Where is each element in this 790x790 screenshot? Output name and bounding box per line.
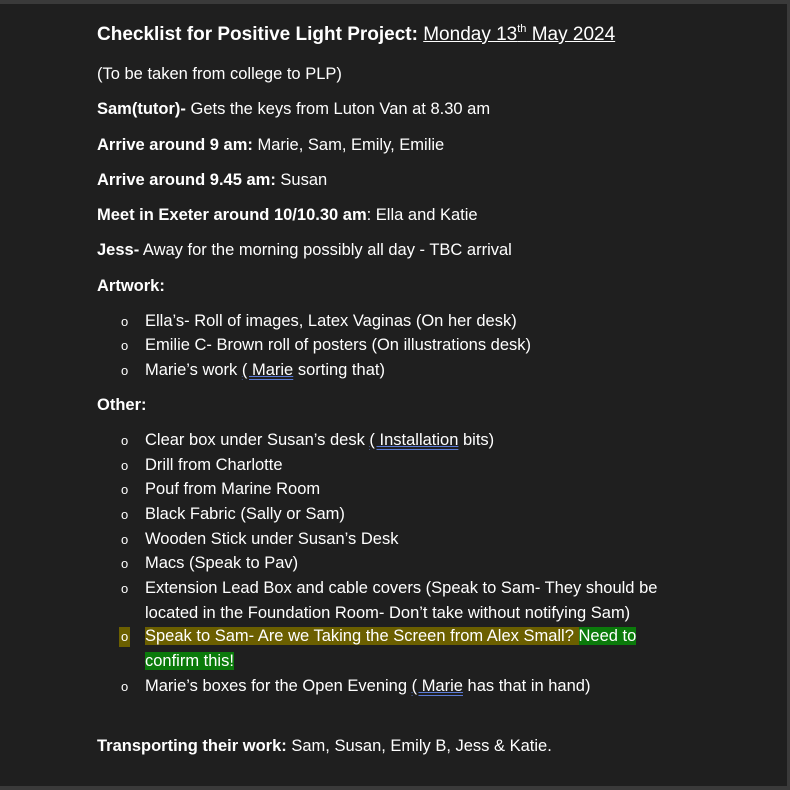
- item-text-part: sorting that): [293, 361, 385, 379]
- line-label: Meet in Exeter around 10/10.30 am: [97, 206, 367, 224]
- bullet-icon: o: [121, 314, 129, 329]
- highlight-yellow-text: Speak to Sam- Are we Taking the Screen from Alex Small?: [145, 627, 579, 645]
- line-label: Arrive around 9.45 am:: [97, 171, 276, 189]
- text-line: [97, 170, 327, 190]
- spellcheck-flag[interactable]: ( Installation: [369, 431, 459, 449]
- list-item-text: [145, 360, 385, 380]
- bullet-icon: o: [121, 581, 129, 596]
- line-text: Marie, Sam, Emily, Emilie: [252, 136, 445, 154]
- list-item-text: Pouf from Marine Room: [145, 480, 321, 498]
- title-label: Checklist for Positive Light Project:: [97, 24, 418, 45]
- text-line: [97, 99, 490, 119]
- bullet-icon: o: [121, 363, 129, 378]
- list-item-text: Drill from Charlotte: [145, 456, 283, 474]
- bullet-icon: o: [121, 338, 129, 353]
- page-border-bottom: [0, 786, 790, 790]
- list-item-text: Black Fabric (Sally or Sam): [145, 505, 345, 523]
- bullet-icon: o: [121, 679, 129, 694]
- title-date-suffix: th: [517, 23, 527, 35]
- item-text-part: Clear box under Susan’s desk: [145, 431, 370, 449]
- line-text: Susan: [275, 171, 328, 189]
- line-text: : Ella and Katie: [366, 206, 478, 224]
- line-label: Transporting their work:: [97, 737, 287, 755]
- bullet-icon: o: [121, 532, 129, 547]
- list-item-text: [145, 676, 590, 696]
- text-line: [97, 135, 444, 155]
- page-title: [97, 25, 615, 45]
- list-item-text-continued: located in the Foundation Room- Don’t take without notifying Sam): [145, 604, 631, 622]
- bullet-icon: o: [121, 433, 129, 448]
- item-text-part: has that in hand): [462, 677, 591, 695]
- item-text-part: Marie’s boxes for the Open Evening: [145, 677, 412, 695]
- list-item-text: Wooden Stick under Susan’s Desk: [145, 530, 399, 548]
- title-date-day: Monday 13: [423, 24, 518, 45]
- bullet-icon: o: [121, 507, 129, 522]
- section-heading-artwork: Artwork:: [97, 277, 165, 295]
- item-text-part: bits): [458, 431, 495, 449]
- spellcheck-flag[interactable]: ( Marie: [241, 361, 294, 379]
- line-label: Jess-: [97, 241, 140, 259]
- title-date-month-year: May 2024: [526, 24, 616, 45]
- title-date: [423, 24, 615, 45]
- page-border-top: [0, 0, 790, 4]
- subtitle: (To be taken from college to PLP): [97, 65, 342, 83]
- text-line: [97, 205, 478, 225]
- bullet-icon: o: [121, 482, 129, 497]
- spellcheck-flag[interactable]: ( Marie: [411, 677, 463, 695]
- line-text: Away for the morning possibly all day - TBC arrival: [139, 241, 512, 259]
- text-line: [97, 240, 512, 260]
- bullet-icon: o: [121, 556, 129, 571]
- bullet-icon: o: [119, 627, 130, 647]
- list-item-text: Ella’s- Roll of images, Latex Vaginas (On her desk): [145, 312, 517, 330]
- item-text-part: Marie’s work: [145, 361, 242, 379]
- section-heading-other: Other:: [97, 396, 147, 414]
- list-item-text: Macs (Speak to Pav): [145, 554, 299, 572]
- list-item-text-continued: [145, 651, 234, 671]
- highlight-green-text: Need to: [578, 627, 637, 645]
- highlight-green-text: confirm this!: [145, 652, 234, 670]
- line-text: Gets the keys from Luton Van at 8.30 am: [185, 100, 491, 118]
- line-label: Sam(tutor)-: [97, 100, 186, 118]
- line-label: Arrive around 9 am:: [97, 136, 253, 154]
- line-text: Sam, Susan, Emily B, Jess & Katie.: [286, 737, 552, 755]
- list-item-text: [145, 430, 494, 450]
- list-item-text: Extension Lead Box and cable covers (Speak to Sam- They should be: [145, 579, 658, 597]
- text-line-transport: [97, 736, 552, 756]
- list-item-text: [145, 626, 636, 646]
- list-item-text: Emilie C- Brown roll of posters (On illustrations desk): [145, 336, 532, 354]
- bullet-icon: o: [121, 458, 129, 473]
